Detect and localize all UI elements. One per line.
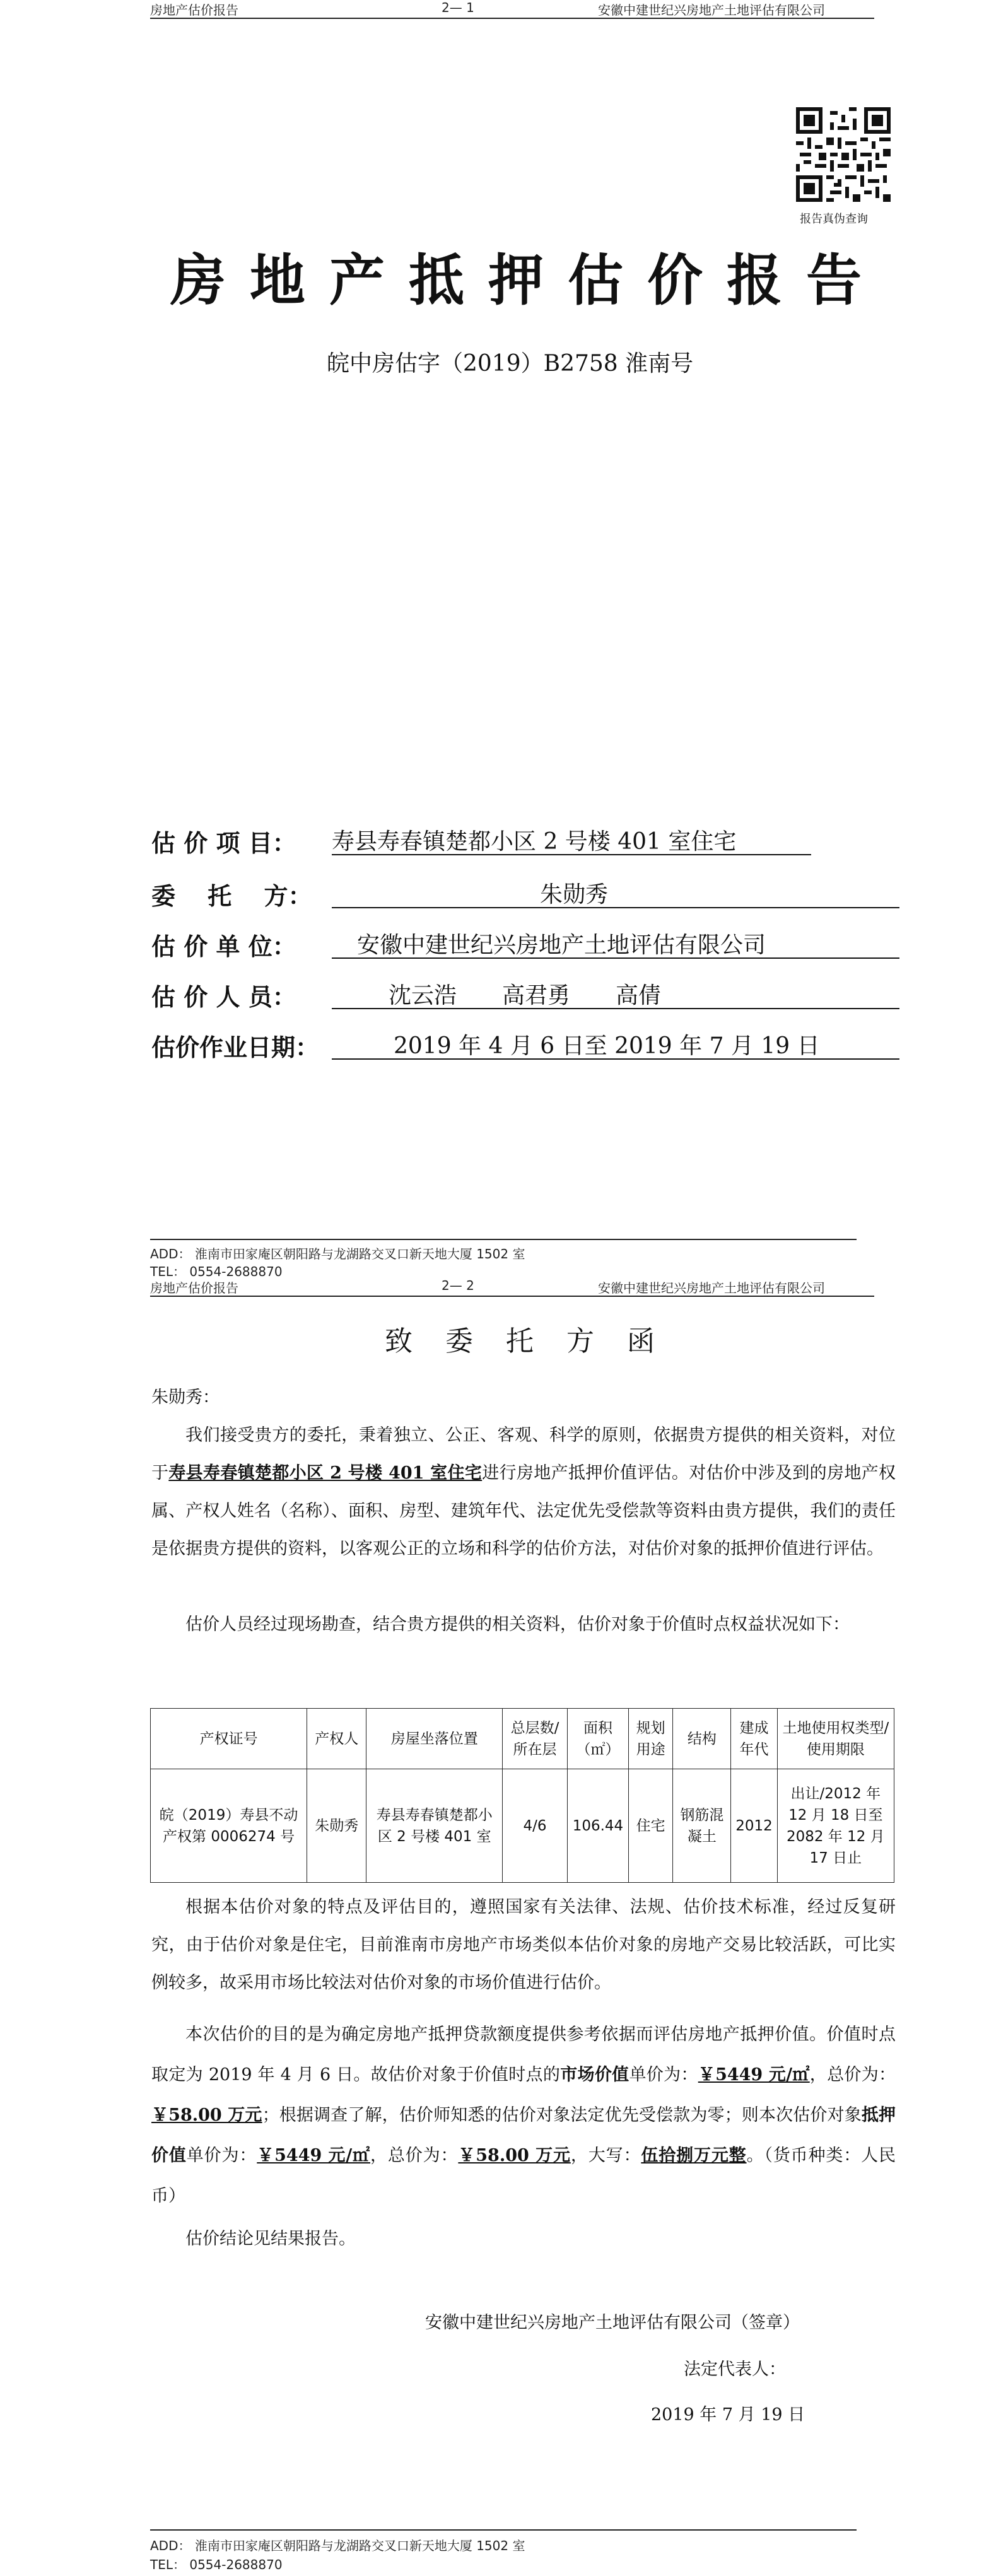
salutation: 朱勋秀： <box>151 1388 220 1407</box>
table-header: 产权人 <box>307 1709 366 1769</box>
footer-address-p2: ADD： 淮南市田家庵区朝阳路与龙湖路交叉口新天地大厦 1502 室 <box>150 2538 525 2553</box>
table-cell: 出让/2012 年 12 月 18 日至 2082 年 12 月 17 日止 <box>777 1769 894 1883</box>
appraisers-value-line <box>332 978 899 1009</box>
table-cell: 寿县寿春镇楚都小区 2 号楼 401 室 <box>366 1769 503 1883</box>
footer-rule <box>150 1239 857 1240</box>
company-signature: 安徽中建世纪兴房地产土地评估有限公司（签章） <box>425 2313 800 2333</box>
header-rule-p2 <box>150 1296 874 1297</box>
property-address: 寿县寿春镇楚都小区 2 号楼 401 室住宅 <box>168 1463 483 1483</box>
footer-tel: TEL： 0554-2688870 <box>150 1264 283 1279</box>
p4-text-h: 。（货币种类：人民币） <box>151 2146 896 2206</box>
table-cell: 4/6 <box>503 1769 568 1883</box>
table-row <box>151 1769 894 1883</box>
p4-text-a: 本次估价的目的是为确定房地产抵押贷款额度提供参考依据而评估房地产抵押价值。价值时点取定为 2019 年 4 月 6 日。故估价对象于价值时点的 <box>151 2025 896 2085</box>
header-left-p2: 房地产估价报告 <box>150 1280 238 1296</box>
paragraph-4 <box>151 2015 896 2216</box>
header-rule <box>150 18 874 19</box>
appraisers-value: 沈云浩 高君勇 高倩 <box>389 983 662 1009</box>
table-cell: 钢筋混凝土 <box>673 1769 731 1883</box>
table-header: 面积（㎡） <box>567 1709 628 1769</box>
project-value-line <box>332 824 811 855</box>
market-value-label: 市场价值 <box>560 2065 629 2085</box>
table-header: 总层数/所在层 <box>503 1709 568 1769</box>
paragraph-1 <box>151 1417 896 1568</box>
letter-title: 致委托方函 <box>385 1325 688 1357</box>
client-label: 委 托 方： <box>151 882 312 910</box>
table-cell: 106.44 <box>567 1769 628 1883</box>
qr-code-icon[interactable] <box>796 107 891 202</box>
header-page-number-p2: 2— 2 <box>442 1278 474 1293</box>
client-value-line <box>332 877 899 908</box>
org-label: 估 价 单 位： <box>151 933 296 961</box>
table-header: 结构 <box>673 1709 731 1769</box>
mortgage-total-price: ￥58.00 万元 <box>458 2146 571 2165</box>
report-ref-no: 皖中房估字（2019）B2758 淮南号 <box>327 351 694 377</box>
mortgage-unit-price: ￥5449 元/㎡ <box>257 2146 371 2165</box>
table-cell: 皖（2019）寿县不动产权第 0006274 号 <box>151 1769 307 1883</box>
org-value-line <box>332 927 899 959</box>
header-left: 房地产估价报告 <box>150 3 238 18</box>
org-value: 安徽中建世纪兴房地产土地评估有限公司 <box>357 932 766 958</box>
footer-tel-p2: TEL： 0554-2688870 <box>150 2557 283 2572</box>
property-info-table <box>150 1708 894 1883</box>
p4-text-d: ；根据调查了解，估价师知悉的估价对象法定优先受偿款为零；则本次估价对象 <box>262 2105 862 2125</box>
table-cell: 2012 <box>731 1769 777 1883</box>
legal-representative: 法定代表人： <box>684 2360 786 2379</box>
paragraph-5: 估价结论见结果报告。 <box>185 2229 356 2249</box>
header-right-p2: 安徽中建世纪兴房地产土地评估有限公司 <box>598 1280 825 1296</box>
table-cell: 朱勋秀 <box>307 1769 366 1883</box>
qr-caption: 报告真伪查询 <box>800 213 868 226</box>
appraisers-label: 估 价 人 员： <box>151 983 296 1011</box>
project-value: 寿县寿春镇楚都小区 2 号楼 401 室住宅 <box>332 829 737 855</box>
p4-text-e: 单价为： <box>186 2146 257 2165</box>
p4-text-g: ，大写： <box>570 2146 641 2165</box>
p1-text-c: 进行房地产抵押价值评估。对估价中涉及到的房地产权属、产权人姓名（名称）、面积、房型、建筑年代、法定优先受偿款等资料由贵方提供，我们的责任是依据贵方提供的资料，以客观公正的立场和科学的估价方法，对估价对象的抵押价值进行评估。 <box>151 1463 896 1559</box>
p4-text-b: 单价为： <box>629 2065 698 2085</box>
unit-price: ￥5449 元/㎡ <box>698 2065 810 2085</box>
header-page-number: 2— 1 <box>442 0 474 15</box>
table-header-row <box>151 1709 894 1769</box>
p4-text-c: ，总价为： <box>809 2065 896 2085</box>
footer-rule-p2 <box>150 2529 857 2531</box>
table-header: 土地使用权类型/使用期限 <box>777 1709 894 1769</box>
p1-text-a: 我们接受贵方的委托，秉着独立、公正、客观、科学的原则，依据贵方提供的相关资料，对位于 <box>151 1426 896 1483</box>
client-value: 朱勋秀 <box>540 882 609 908</box>
table-header: 建成年代 <box>731 1709 777 1769</box>
paragraph-3: 根据本估价对象的特点及评估目的，遵照国家有关法律、法规、估价技术标准，经过反复研究，由于估价对象是住宅，目前淮南市房地产市场类似本估价对象的房地产交易比较活跃，可比实例较多，故采用市场比较法对估价对象的市场价值进行估价。 <box>151 1897 896 1993</box>
dates-value: 2019 年 4 月 6 日至 2019 年 7 月 19 日 <box>394 1033 820 1059</box>
dates-value-line <box>332 1028 899 1060</box>
paragraph-2: 估价人员经过现场勘查，结合贵方提供的相关资料，估价对象于价值时点权益状况如下： <box>185 1615 850 1634</box>
total-price: ￥58.00 万元 <box>151 2105 262 2125</box>
dates-label: 估价作业日期： <box>151 1034 320 1062</box>
field-label: 估 价 项 目： <box>151 829 296 857</box>
mortgage-value-label: 抵押价值 <box>151 2105 896 2165</box>
table-cell: 住宅 <box>628 1769 672 1883</box>
table-header: 规划用途 <box>628 1709 672 1769</box>
p4-text-f: ，总价为： <box>370 2146 459 2165</box>
table-header: 房屋坐落位置 <box>366 1709 503 1769</box>
report-title: 房地产抵押估价报告 <box>170 248 886 313</box>
header-right: 安徽中建世纪兴房地产土地评估有限公司 <box>598 3 825 18</box>
footer-address: ADD： 淮南市田家庵区朝阳路与龙湖路交叉口新天地大厦 1502 室 <box>150 1246 525 1262</box>
letter-date: 2019 年 7 月 19 日 <box>651 2405 805 2425</box>
amount-in-words: 伍拾捌万元整 <box>641 2146 747 2165</box>
table-header: 产权证号 <box>151 1709 307 1769</box>
